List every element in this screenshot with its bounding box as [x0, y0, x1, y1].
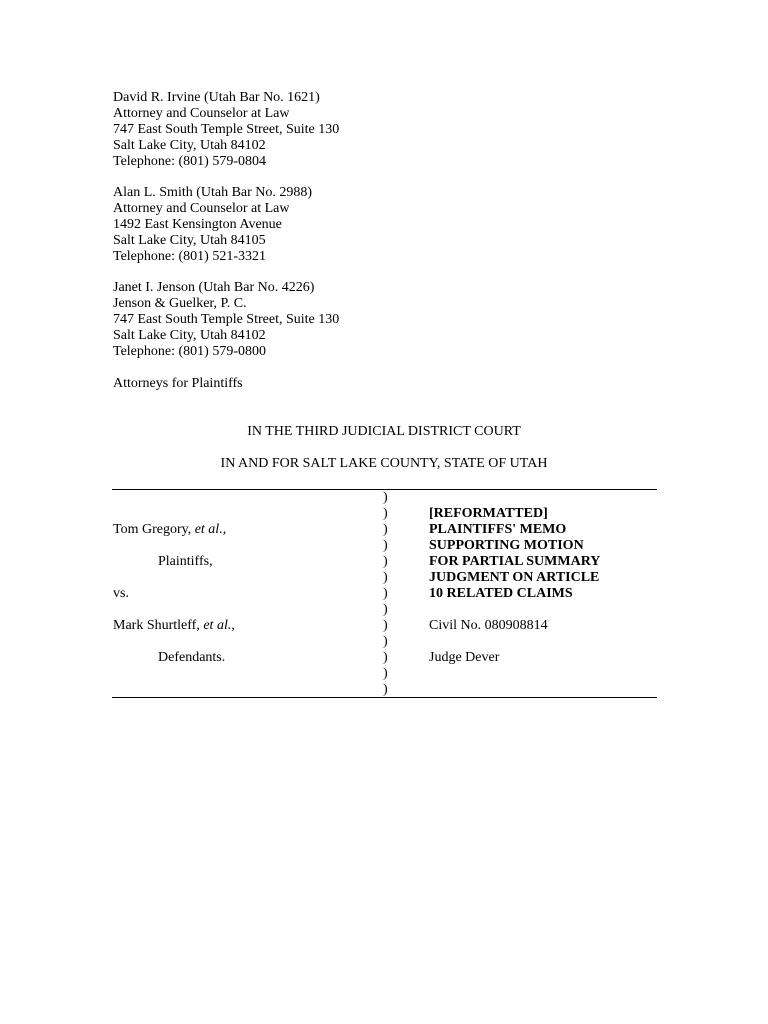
attorney-block-smith: [113, 185, 312, 265]
paren: ): [383, 522, 388, 537]
document-title-line: FOR PARTIAL SUMMARY: [429, 554, 601, 569]
attorney-block-irvine: [113, 90, 339, 170]
attorney-street: 747 East South Temple Street, Suite 130: [113, 122, 340, 137]
document-title-line: 10 RELATED CLAIMS: [429, 586, 573, 601]
document-title-line: JUDGMENT ON ARTICLE: [429, 570, 600, 585]
attorney-phone: Telephone: (801) 579-0800: [113, 344, 266, 359]
attorney-city: Salt Lake City, Utah 84102: [113, 138, 266, 153]
paren: ): [383, 570, 388, 585]
defendant-name: Mark Shurtleff,: [113, 618, 200, 633]
attorney-city: Salt Lake City, Utah 84102: [113, 328, 266, 343]
paren: ): [383, 586, 388, 601]
paren: ): [383, 490, 388, 505]
attorney-block-jenson: [113, 280, 339, 360]
attorney-firm: Jenson & Guelker, P. C.: [113, 296, 247, 311]
paren: ): [383, 666, 388, 681]
paren: ): [383, 538, 388, 553]
paren: ): [383, 634, 388, 649]
document-title-line: [REFORMATTED]: [429, 506, 548, 521]
document-title-line: PLAINTIFFS' MEMO: [429, 522, 567, 537]
paren: ): [383, 554, 388, 569]
defendants-label: Defendants.: [158, 650, 226, 665]
attorney-title: Attorney and Counselor at Law: [113, 106, 290, 121]
paren: ): [383, 618, 388, 633]
attorney-street: 1492 East Kensington Avenue: [113, 217, 282, 232]
caption-paren-column: [383, 490, 391, 698]
document-title-line: SUPPORTING MOTION: [429, 538, 584, 553]
paren: ): [383, 602, 388, 617]
defendant-party: [113, 618, 235, 634]
plaintiffs-label: Plaintiffs,: [158, 554, 213, 569]
paren: ): [383, 506, 388, 521]
attorney-city: Salt Lake City, Utah 84105: [113, 233, 266, 248]
attorney-name: Alan L. Smith (Utah Bar No. 2988): [113, 185, 313, 200]
defendant-et-al: et al.,: [203, 618, 235, 633]
attorney-title: Attorney and Counselor at Law: [113, 201, 290, 216]
plaintiff-et-al: et al.,: [194, 522, 227, 537]
attorney-phone: Telephone: (801) 579-0804: [113, 154, 266, 169]
attorney-name: David R. Irvine (Utah Bar No. 1621): [113, 90, 320, 105]
court-county-heading: IN AND FOR SALT LAKE COUNTY, STATE OF UTAH: [220, 456, 548, 471]
attorney-street: 747 East South Temple Street, Suite 130: [113, 312, 340, 327]
court-heading: IN THE THIRD JUDICIAL DISTRICT COURT: [247, 424, 521, 439]
attorney-name: Janet I. Jenson (Utah Bar No. 4226): [113, 280, 315, 295]
plaintiff-name: Tom Gregory,: [113, 522, 192, 537]
attorneys-for-label: Attorneys for Plaintiffs: [113, 376, 243, 391]
paren: ): [383, 682, 388, 697]
judge-name: Judge Dever: [429, 650, 500, 665]
civil-case-number: Civil No. 080908814: [429, 618, 548, 633]
paren: ): [383, 650, 388, 665]
versus-label: vs.: [113, 586, 129, 601]
plaintiff-party: [113, 522, 226, 538]
attorney-phone: Telephone: (801) 521-3321: [113, 249, 266, 264]
